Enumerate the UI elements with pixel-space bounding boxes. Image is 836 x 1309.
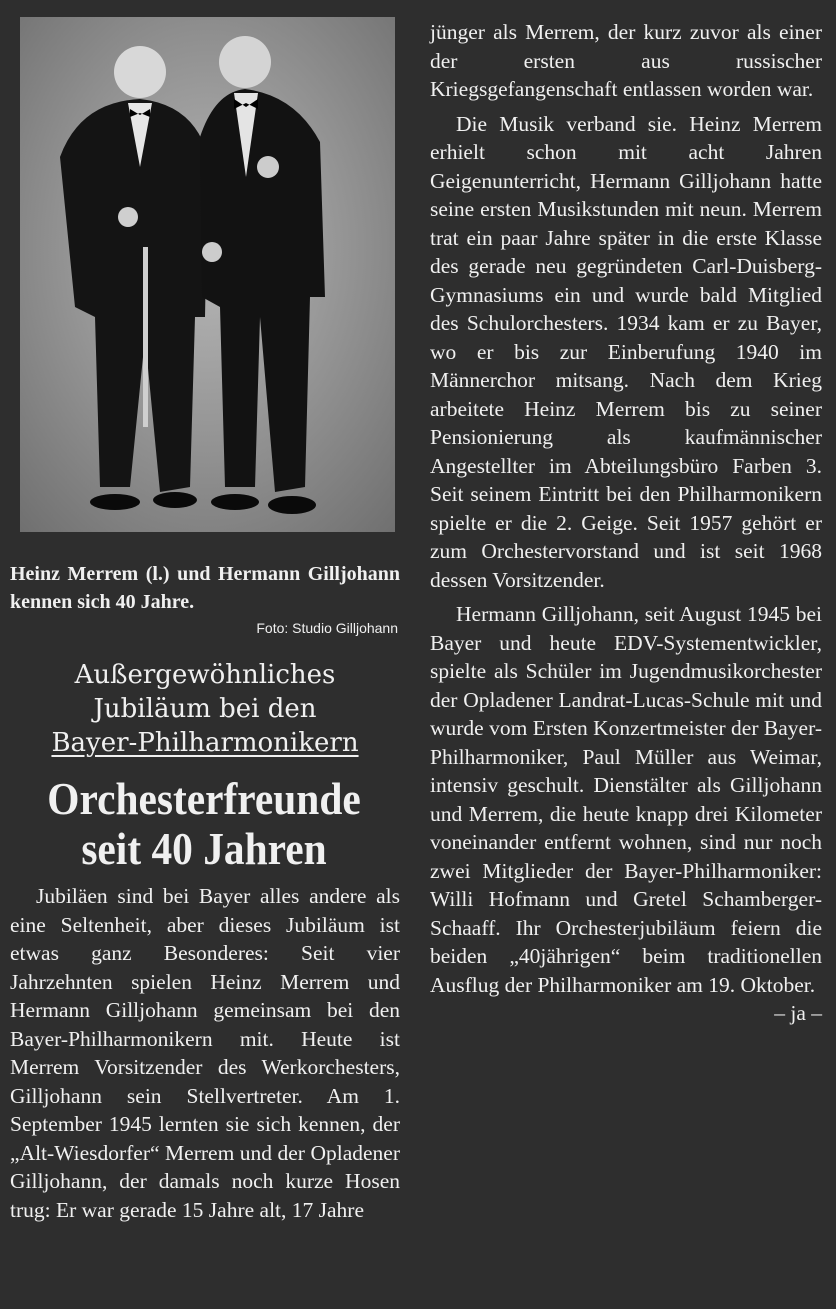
headline-line-1: Orchesterfreunde: [47, 774, 361, 824]
portrait-photo: [20, 17, 395, 532]
kicker-line-3: Bayer-Philharmonikern: [51, 728, 359, 758]
two-men-portrait-photo: [20, 17, 395, 532]
headline: [20, 774, 388, 874]
paragraph-text: Hermann Gilljohann, seit August 1945 bei Bayer und heute EDV-Systementwickler, spielte als Schüler im Jugendmusikorchester der Opladener Landrat-Lucas-Schule mit und wurde vom Ersten Konzertmeister der Bayer-Philharmoniker, Paul Müller aus Weimar, intensiv geschult. Dienstälter als Gilljohann und Merrem, die heute knapp drei Kilometer voneinander entfernt wohnen, sind nur noch zwei Mitglieder der Bayer-Philharmoniker: Willi Hofmann und Gretel Schamberger-Schaaff. Ihr Orchesterjubiläum feiern die beiden „40jährigen“ beim traditionellen Ausflug der Philharmoniker am 19. Oktober.: [430, 602, 822, 997]
paragraph: Die Musik verband sie. Heinz Merrem erhielt schon mit acht Jahren Geigenunterricht, Hermann Gilljohann hatte seine ersten Musikstunden mit neun. Merrem trat ein paar Jahre später in die erste Klasse des gerade neu gegründeten Carl-Duisberg-Gymnasiums ein und wurde bald Mitglied des Schulorchesters. 1934 kam er zu Bayer, wo er bis zur Einberufung 1940 im Männerchor mitsang. Nach dem Krieg arbeitete Heinz Merrem bis zu seiner Pensionierung als kaufmännischer Angestellter im Abteilungsbüro Farben 3. Seit seinem Eintritt bei den Philharmonikern spielte er die 2. Geige. Seit 1957 gehört er zum Orchestervorstand und ist seit 1968 dessen Vorsitzender.: [430, 111, 822, 592]
paragraph: [430, 600, 822, 1025]
headline-line-2: seit 40 Jahren: [81, 824, 327, 874]
article-body-right: [430, 18, 822, 1028]
photo-credit: Foto: Studio Gilljohann: [256, 620, 398, 636]
author-signature: – ja –: [774, 1001, 822, 1025]
article-body-left: [10, 882, 400, 1224]
paragraph: Jubiläen sind bei Bayer alles andere als eine Seltenheit, aber dieses Jubiläum ist etwas ganz Besonderes: Seit vier Jahrzehnten spielen Heinz Merrem und Hermann Gilljohann gemeinsam bei den Bayer-Philharmonikern mit. Heute ist Merrem Vorsitzender des Werkorchesters, Gilljohann sein Stellvertreter. Am 1. September 1945 lernten sie sich kennen, der „Alt-Wiesdorfer“ Merrem und der Opladener Gilljohann, der damals noch kurze Hosen trug: Er war gerade 15 Jahre alt, 17 Jahre: [10, 884, 400, 1222]
paragraph: jünger als Merrem, der kurz zuvor als einer der ersten aus russischer Kriegsgefangenschaft entlassen worden war.: [430, 20, 822, 101]
kicker-line-1: Außergewöhnliches: [74, 660, 336, 690]
kicker-line-2: Jubiläum bei den: [93, 694, 317, 724]
photo-caption: Heinz Merrem (l.) und Hermann Gilljohann kennen sich 40 Jahre.: [10, 563, 400, 613]
kicker: [10, 658, 400, 760]
